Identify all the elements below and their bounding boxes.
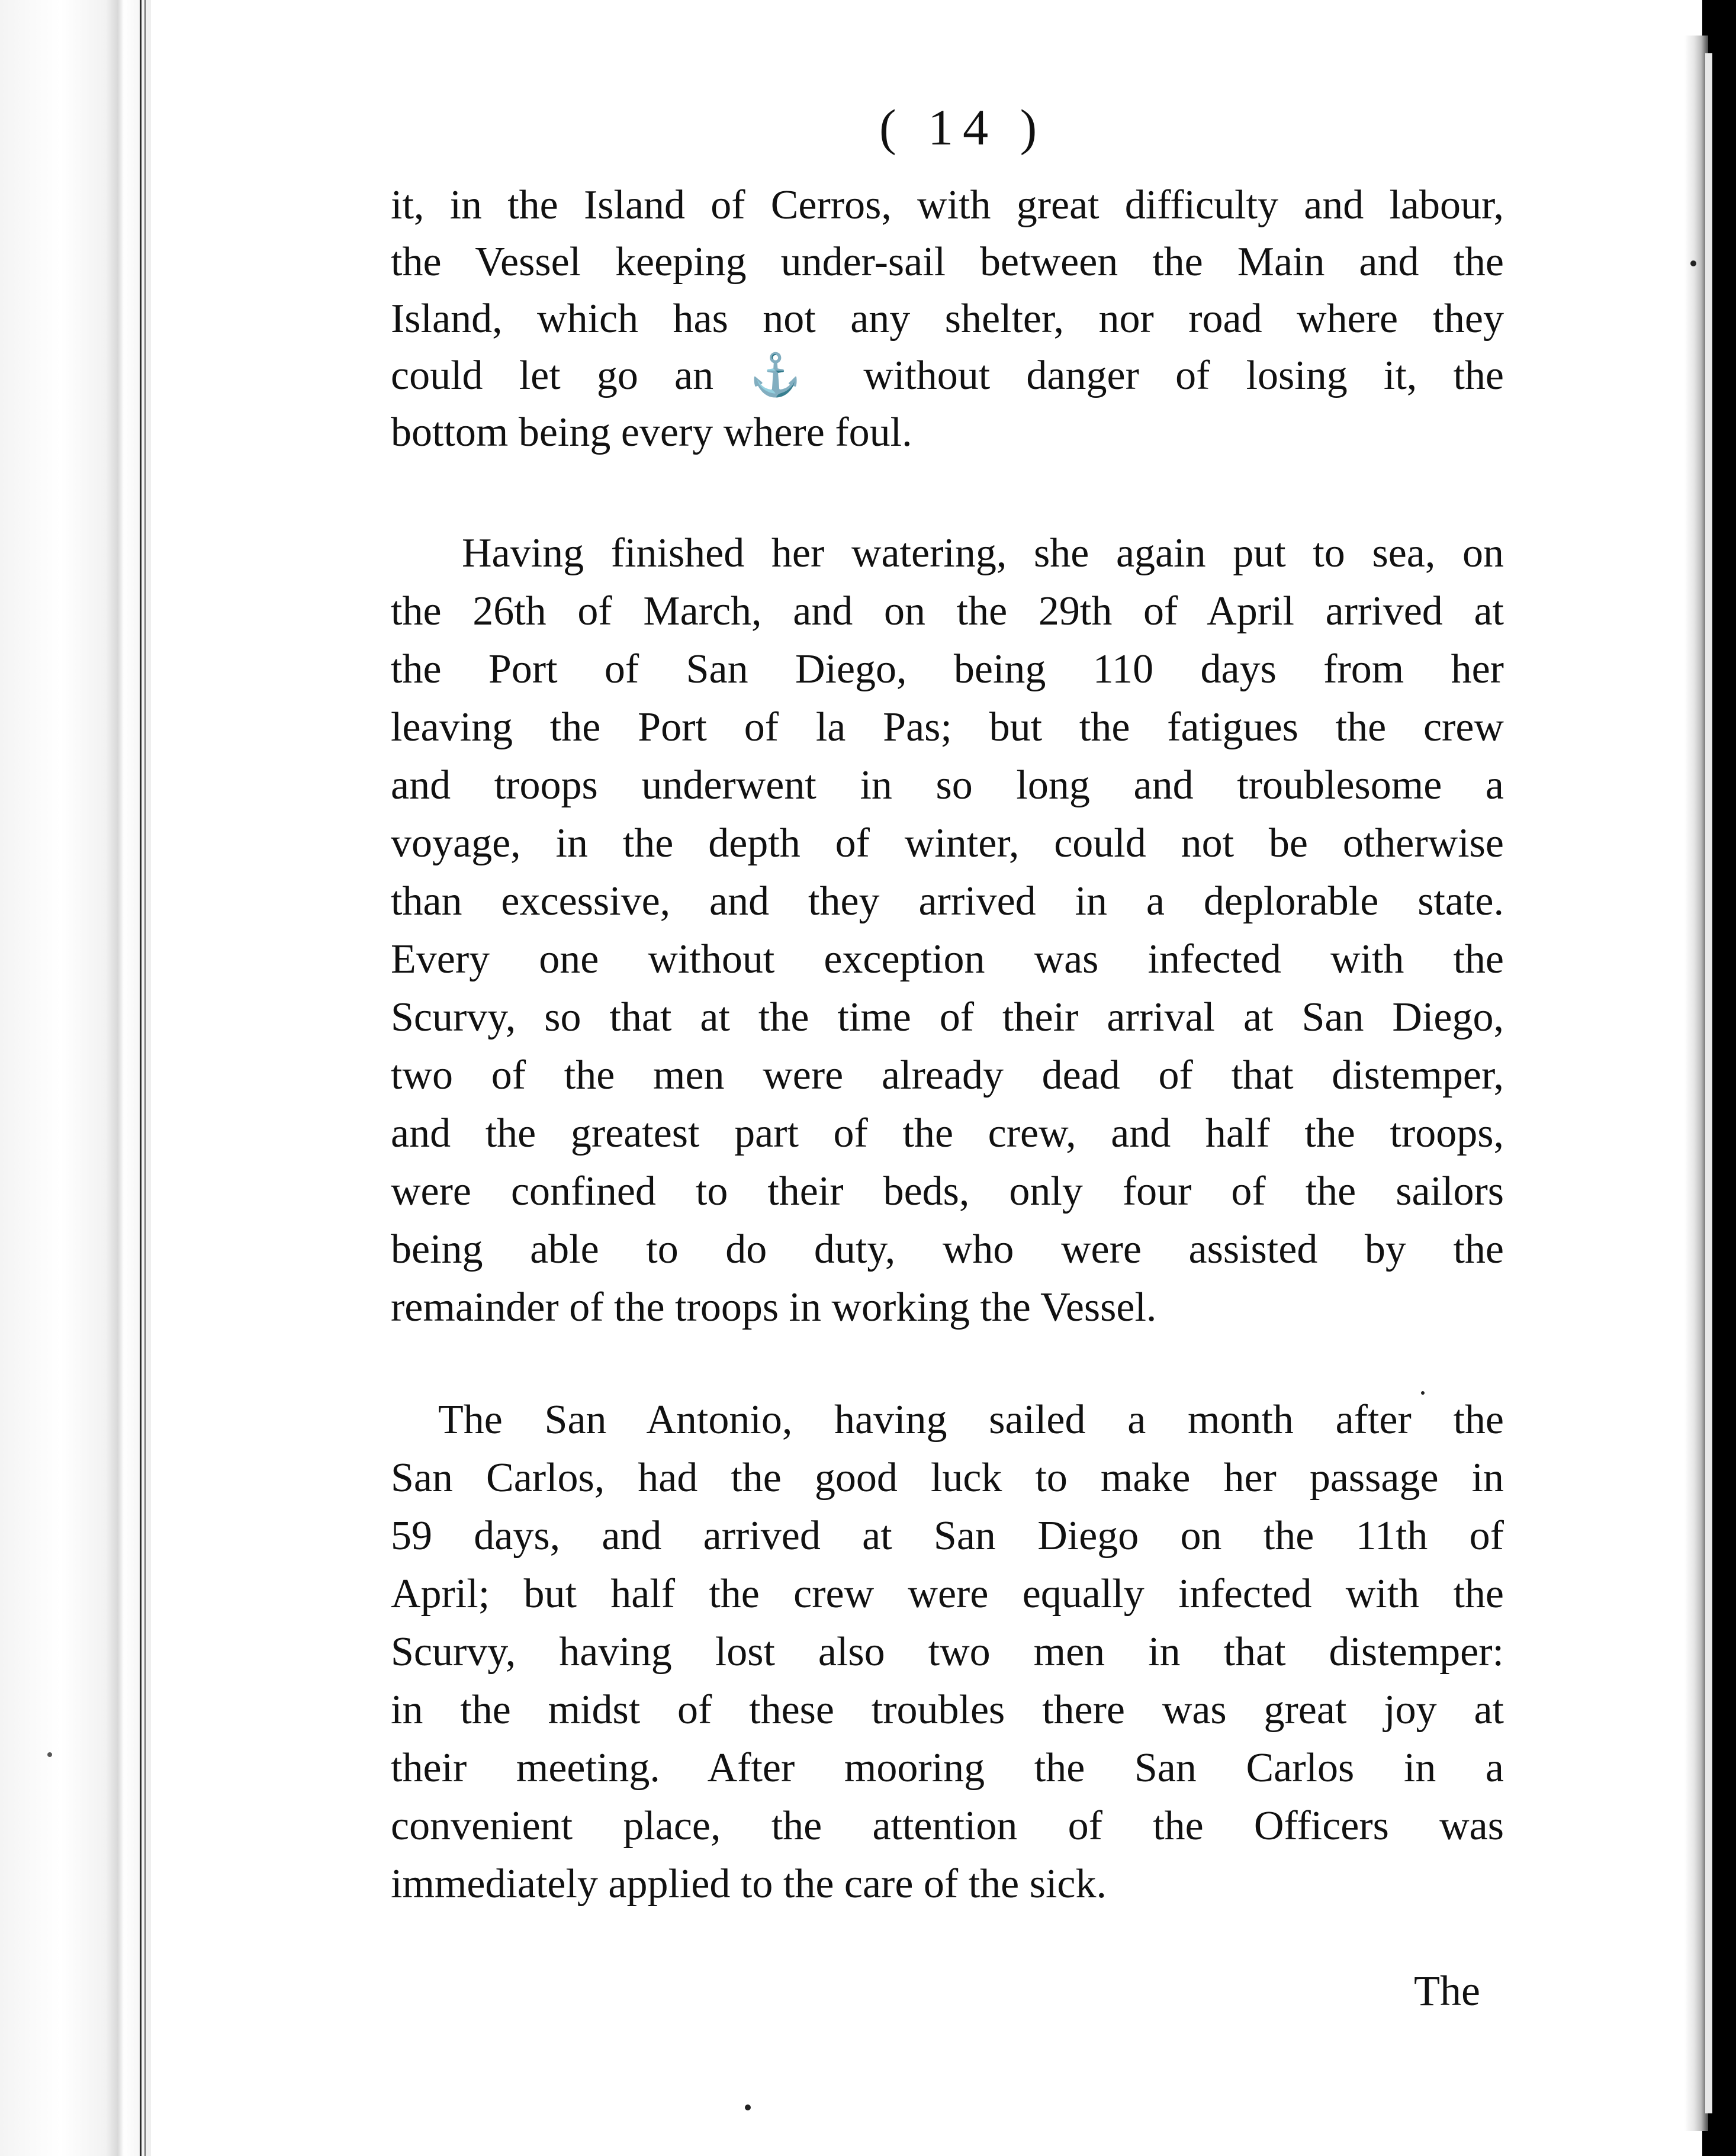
text-line: and troops underwent in so long and troublesome a (391, 762, 1504, 808)
catchword: The (1414, 1967, 1480, 2015)
text-line: voyage, in the depth of winter, could not be otherwise (391, 820, 1504, 866)
scan-speck (1421, 1391, 1425, 1395)
scan-speck (47, 1752, 52, 1757)
text-line: Scurvy, so that at the time of their arrival at San Diego, (391, 995, 1504, 1040)
text-line: two of the men were already dead of that distemper, (391, 1053, 1504, 1098)
scan-speck (1690, 260, 1696, 266)
text-line: Having finished her watering, she again put to sea, on (462, 530, 1504, 576)
leaf-right-edge-shadow (1684, 36, 1708, 2131)
text-line: than excessive, and they arrived in a deplorable state. (391, 879, 1504, 924)
text-line: Island, which has not any shelter, nor road where they (391, 296, 1504, 342)
text-line: San Carlos, had the good luck to make her passage in (391, 1455, 1504, 1501)
text-line: immediately applied to the care of the sick. (391, 1861, 1107, 1907)
text-line: it, in the Island of Cerros, with great difficulty and labour, (391, 182, 1504, 228)
previous-leaf-edge (0, 0, 151, 2156)
text-line: and the greatest part of the crew, and half the troops, (391, 1111, 1504, 1156)
text-line: 59 days, and arrived at San Diego on the 11th of (391, 1513, 1504, 1559)
text-line: their meeting. After mooring the San Carlos in a (391, 1745, 1504, 1791)
text-line: bottom being every where foul. (391, 410, 912, 455)
text-line: the Vessel keeping under-sail between the Main and the (391, 239, 1504, 285)
page-number: ( 14 ) (879, 99, 1047, 156)
text-line: were confined to their beds, only four of the sailors (391, 1169, 1504, 1214)
text-line: in the midst of these troubles there was great joy at (391, 1687, 1504, 1733)
text-line: could let go an ⚓ without danger of losing it, the (391, 353, 1504, 398)
text-line: convenient place, the attention of the Officers was (391, 1803, 1504, 1849)
text-line: The San Antonio, having sailed a month after the (438, 1397, 1504, 1443)
text-line: leaving the Port of la Pas; but the fatigues the crew (391, 704, 1504, 750)
scan-speck (745, 2104, 751, 2110)
text-line: Scurvy, having lost also two men in that distemper: (391, 1629, 1504, 1675)
text-line: remainder of the troops in working the Vessel. (391, 1285, 1157, 1330)
gutter-line (140, 0, 142, 2156)
body-text (391, 0, 1516, 2156)
text-line: being able to do duty, who were assisted by the (391, 1227, 1504, 1272)
next-leaf-edge (1705, 53, 1712, 2113)
gutter-line (144, 0, 146, 2156)
text-line: the 26th of March, and on the 29th of April arrived at (391, 588, 1504, 634)
text-line: April; but half the crew were equally infected with the (391, 1571, 1504, 1617)
text-line: the Port of San Diego, being 110 days from her (391, 646, 1504, 692)
text-line: Every one without exception was infected with the (391, 937, 1504, 982)
